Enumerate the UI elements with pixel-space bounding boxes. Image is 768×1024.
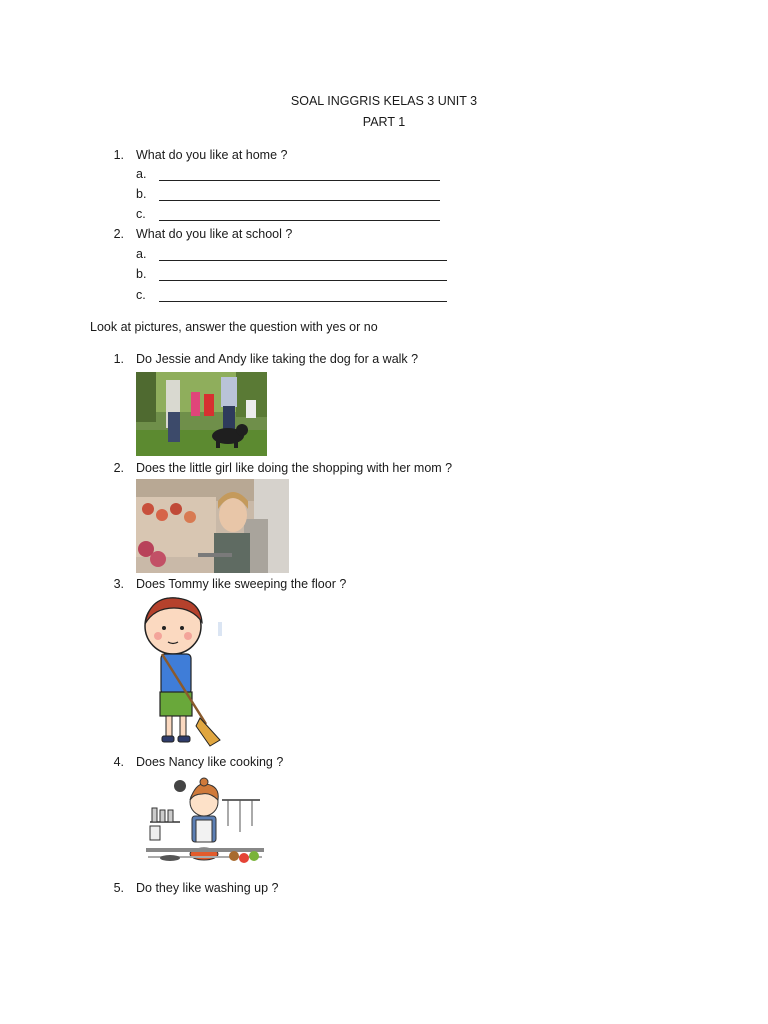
question-number: 1. — [113, 352, 124, 366]
family-walking-dog-photo — [136, 372, 267, 456]
option-label: a. — [136, 247, 147, 261]
answer-blank[interactable] — [159, 169, 440, 181]
question-number: 1. — [113, 148, 124, 162]
answer-blank[interactable] — [159, 269, 447, 281]
question-text: Does Nancy like cooking ? — [136, 755, 284, 769]
boy-sweeping-illustration — [136, 596, 226, 748]
option-label: b. — [136, 267, 147, 281]
question-text: What do you like at school ? — [136, 227, 293, 241]
question-number: 5. — [113, 881, 124, 895]
question-number: 3. — [113, 577, 124, 591]
girl-cooking-illustration — [136, 776, 274, 869]
question-text: What do you like at home ? — [136, 148, 288, 162]
question-text: Does Tommy like sweeping the floor ? — [136, 577, 347, 591]
option-label: b. — [136, 187, 147, 201]
page-title: SOAL INGGRIS KELAS 3 UNIT 3 — [290, 94, 478, 108]
question-number: 2. — [113, 461, 124, 475]
answer-blank[interactable] — [159, 249, 447, 261]
option-label: c. — [136, 207, 146, 221]
instruction-text: Look at pictures, answer the question with yes or no — [90, 320, 378, 334]
question-number: 4. — [113, 755, 124, 769]
page-subtitle: PART 1 — [362, 115, 406, 129]
option-label: c. — [136, 288, 146, 302]
crying-girl-supermarket-photo — [136, 479, 289, 573]
answer-blank[interactable] — [159, 290, 447, 302]
question-number: 2. — [113, 227, 124, 241]
option-label: a. — [136, 167, 147, 181]
answer-blank[interactable] — [159, 189, 440, 201]
question-text: Do Jessie and Andy like taking the dog for a walk ? — [136, 352, 419, 366]
question-text: Does the little girl like doing the shopping with her mom ? — [136, 461, 453, 475]
answer-blank[interactable] — [159, 209, 440, 221]
question-text: Do they like washing up ? — [136, 881, 279, 895]
